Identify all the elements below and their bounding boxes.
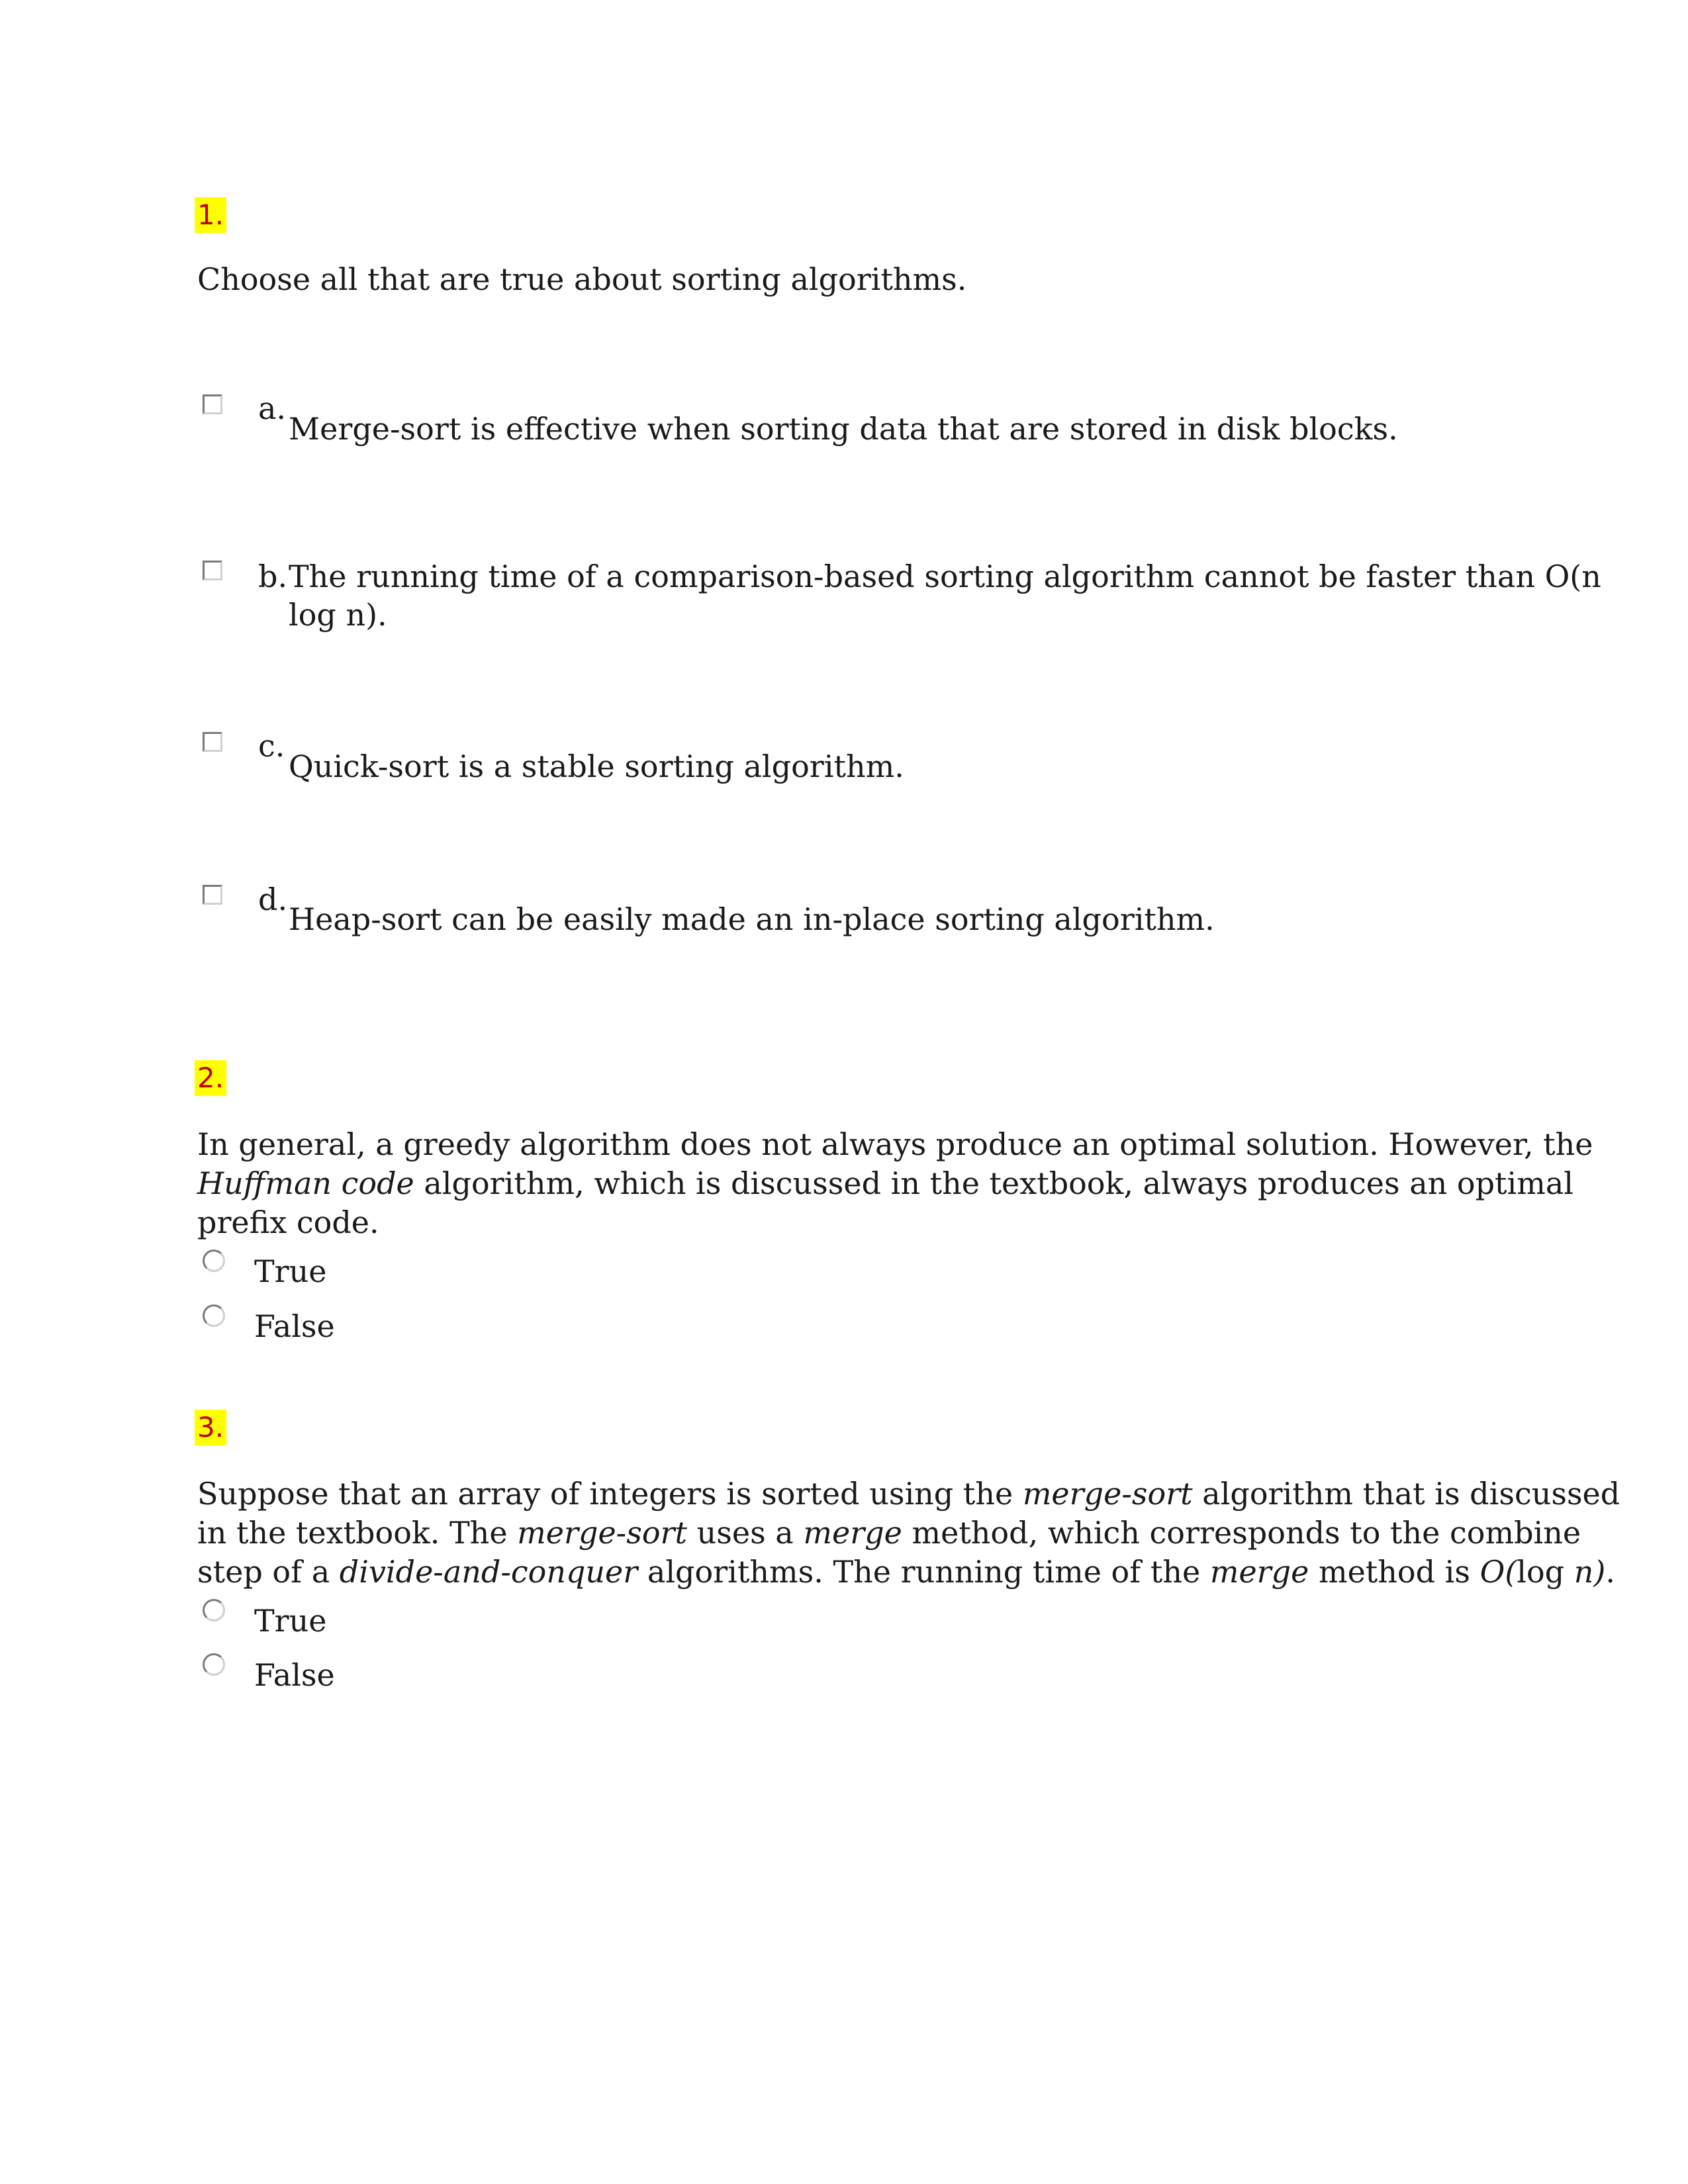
q3-text: algorithm that is discussed <box>1192 1476 1620 1512</box>
merge-sort-term: merge-sort <box>517 1515 687 1551</box>
merge-term: merge <box>1209 1554 1309 1590</box>
big-o-term: O( <box>1479 1554 1517 1590</box>
q3-text: log <box>1517 1554 1574 1590</box>
q3-text: uses a <box>687 1515 804 1551</box>
q3-true-label: True <box>254 1603 327 1639</box>
option-b-letter: b. <box>258 559 288 594</box>
option-b-checkbox[interactable] <box>203 561 222 580</box>
q2-true-radio[interactable] <box>203 1250 225 1272</box>
question-3-prompt-line2 <box>197 1514 1581 1553</box>
question-3-prompt-line3 <box>197 1553 1615 1592</box>
question-3-prompt-line1 <box>197 1475 1620 1514</box>
question-2-prompt-line2 <box>197 1164 1573 1203</box>
q3-true-radio[interactable] <box>203 1599 225 1621</box>
q2-false-label: False <box>254 1308 335 1344</box>
q3-text: . <box>1605 1554 1615 1590</box>
option-d-text: Heap-sort can be easily made an in-place sorting algorithm. <box>289 901 1215 937</box>
option-c-checkbox[interactable] <box>203 732 222 752</box>
merge-term: merge <box>803 1515 902 1551</box>
n-term: n) <box>1573 1554 1606 1590</box>
option-a-text: Merge-sort is effective when sorting data that are stored in disk blocks. <box>289 411 1398 447</box>
q3-text: method, which corresponds to the combine <box>902 1515 1581 1551</box>
option-d-checkbox[interactable] <box>203 885 222 905</box>
huffman-code-term: Huffman code <box>197 1165 414 1201</box>
question-2-prompt <box>197 1125 1593 1242</box>
question-1-prompt: Choose all that are true about sorting algorithms. <box>197 261 967 297</box>
q2-true-label: True <box>254 1253 327 1289</box>
question-3-number: 3. <box>195 1410 226 1445</box>
option-a-letter: a. <box>258 390 287 426</box>
option-c-text: Quick-sort is a stable sorting algorithm. <box>289 749 904 784</box>
q2-false-radio[interactable] <box>203 1304 225 1327</box>
q3-text: step of a <box>197 1554 340 1590</box>
option-b-text-line1: The running time of a comparison-based sorting algorithm cannot be faster than O(n <box>289 559 1601 594</box>
q3-text: method is <box>1309 1554 1480 1590</box>
question-3-prompt <box>197 1475 1620 1592</box>
question-2-prompt-line2-rest: algorithm, which is discussed in the textbook, always produces an optimal <box>414 1165 1573 1201</box>
merge-sort-term: merge-sort <box>1022 1476 1193 1512</box>
question-2-prompt-line1: In general, a greedy algorithm does not always produce an optimal solution. However, the <box>197 1126 1593 1162</box>
divide-and-conquer-term: divide-and-conquer <box>339 1554 638 1590</box>
q3-text: algorithms. The running time of the <box>637 1554 1210 1590</box>
q3-text: Suppose that an array of integers is sorted using the <box>197 1476 1023 1512</box>
option-b-text-line2: log n). <box>289 597 387 633</box>
option-c-letter: c. <box>258 728 285 764</box>
question-2-number: 2. <box>195 1060 226 1096</box>
q3-false-label: False <box>254 1657 335 1693</box>
option-a-checkbox[interactable] <box>203 394 222 414</box>
question-2-prompt-line3: prefix code. <box>197 1205 379 1240</box>
q3-text: in the textbook. The <box>197 1515 518 1551</box>
question-1-number: 1. <box>195 197 226 233</box>
q3-false-radio[interactable] <box>203 1653 225 1676</box>
option-d-letter: d. <box>258 882 288 917</box>
